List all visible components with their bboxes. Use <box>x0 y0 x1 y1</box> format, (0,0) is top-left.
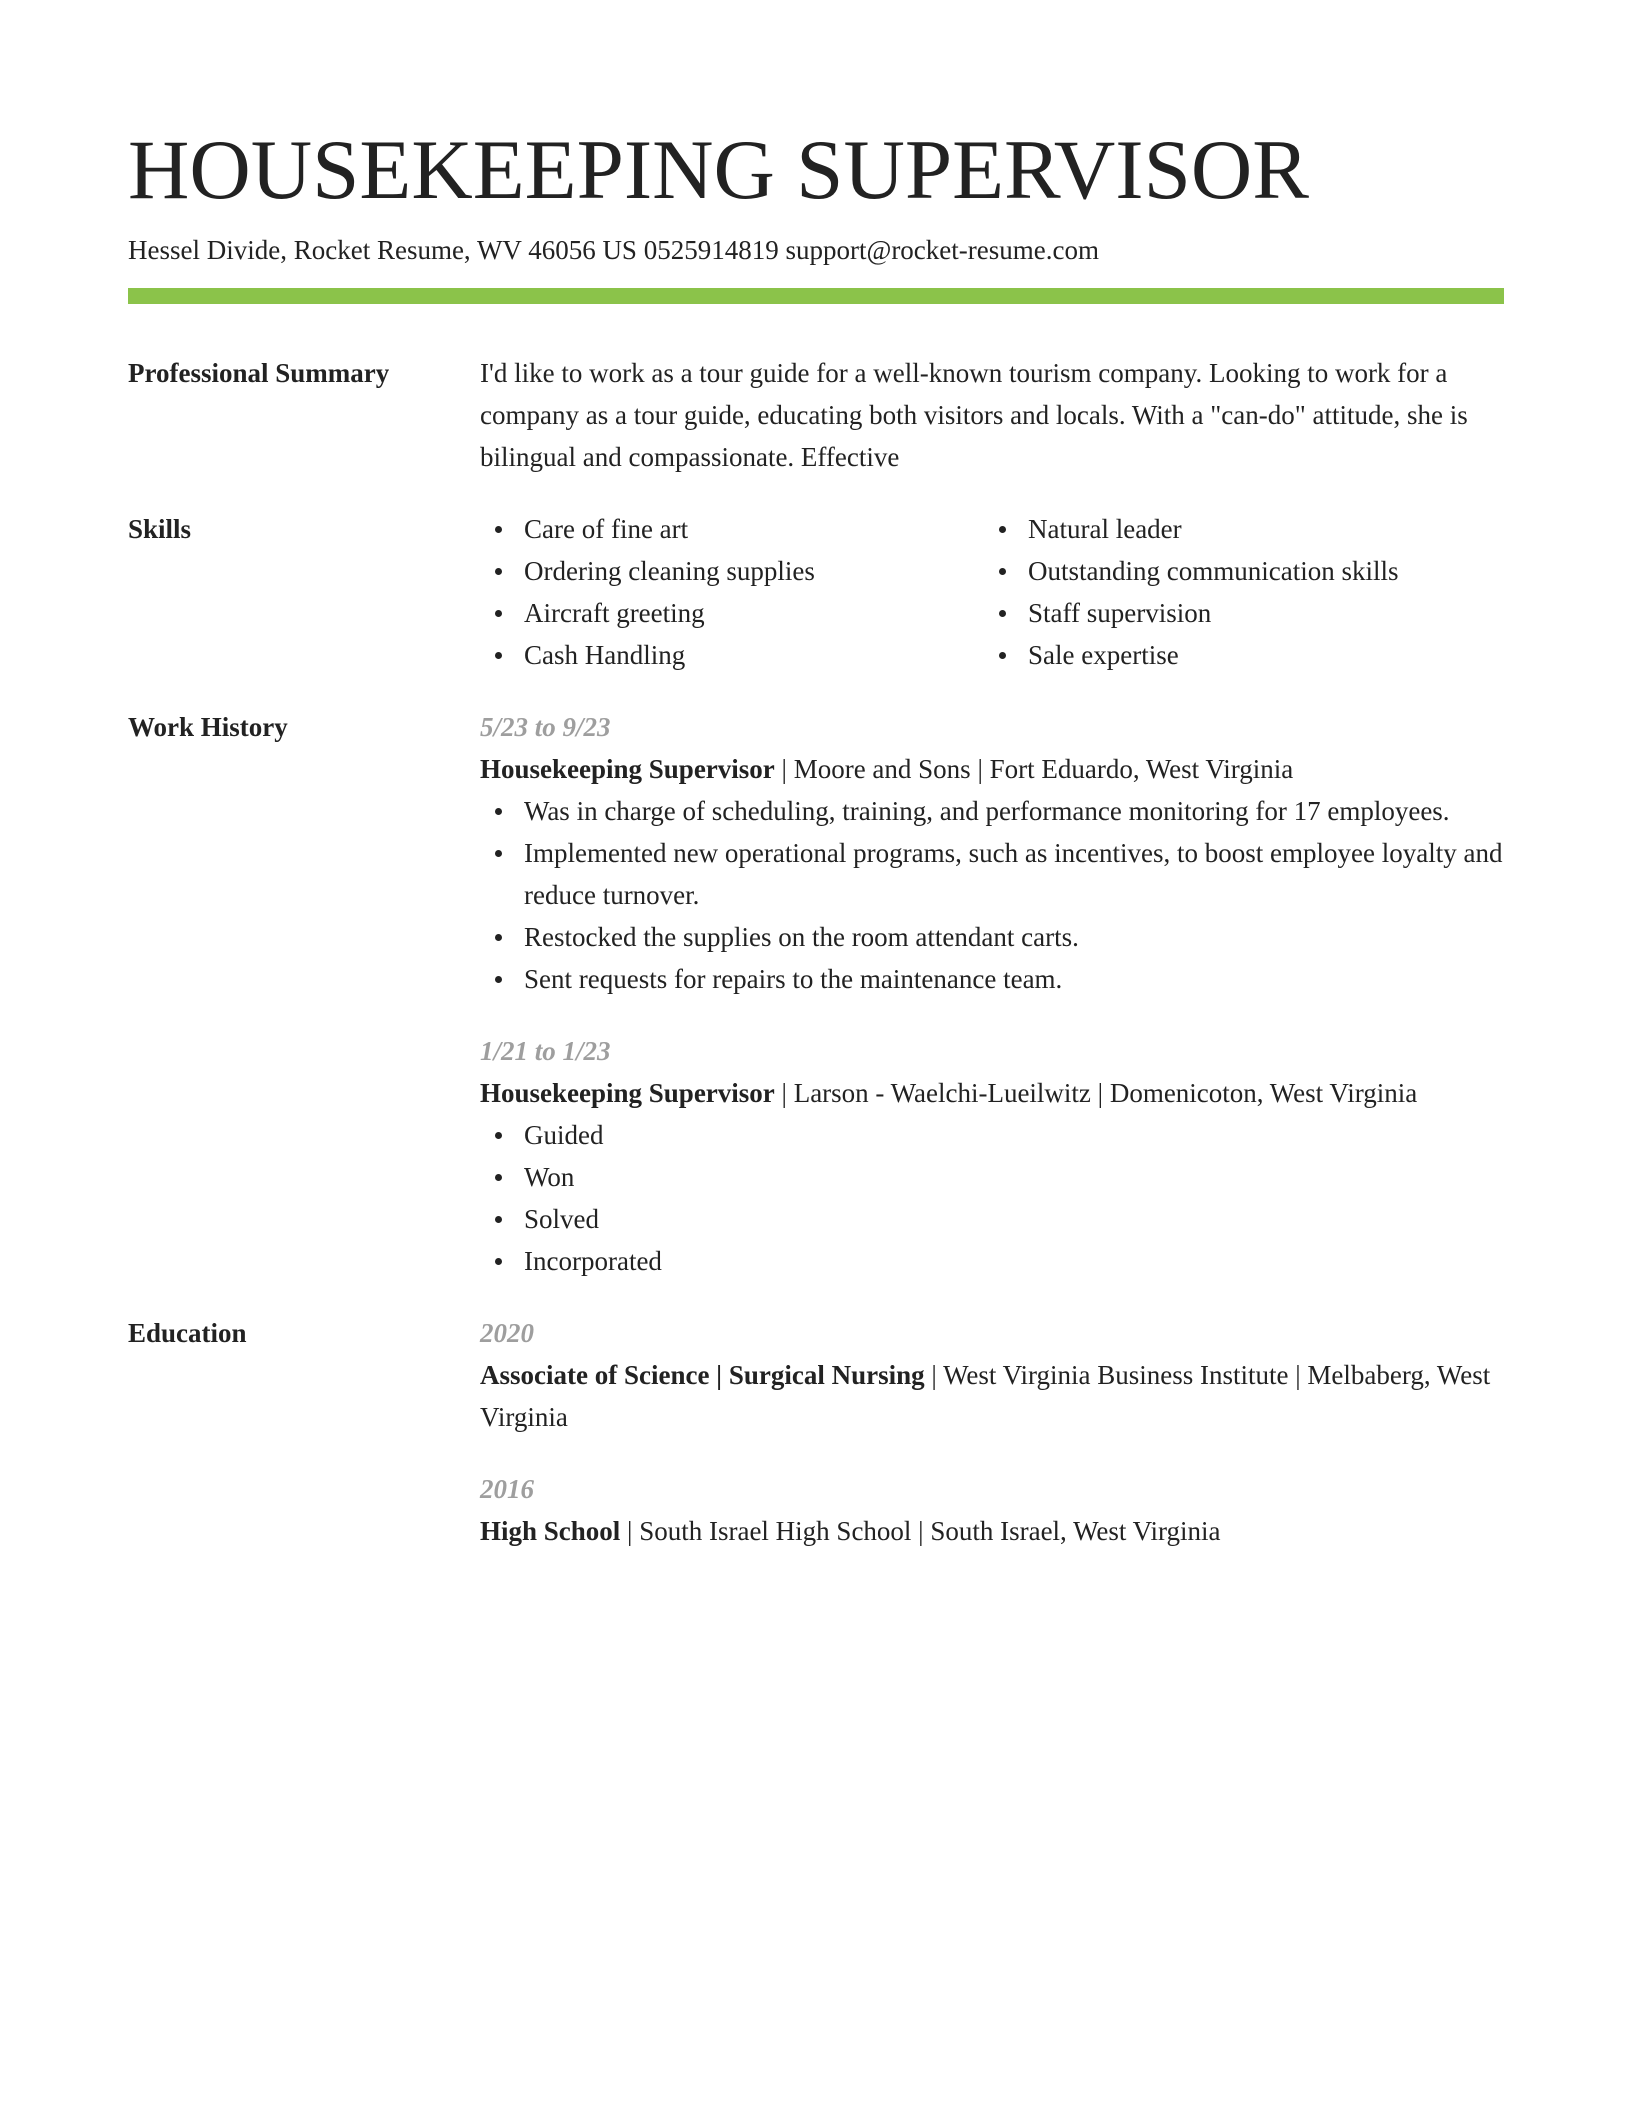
school-details: | West Virginia Business Institute | Melbaberg, West Virginia <box>480 1360 1491 1432</box>
entry-date: 2020 <box>480 1318 534 1348</box>
skill-item: Staff supervision <box>984 592 1488 634</box>
degree-title: High School <box>480 1516 621 1546</box>
work-entry <box>480 1030 1504 1282</box>
skills-body <box>480 508 1504 676</box>
job-bullet: Was in charge of scheduling, training, and performance monitoring for 17 employees. <box>480 790 1504 832</box>
skill-item: Outstanding communication skills <box>984 550 1488 592</box>
job-details: | Larson - Waelchi-Lueilwitz | Domenicoton, West Virginia <box>774 1078 1418 1108</box>
accent-divider <box>128 288 1504 304</box>
skill-item: Natural leader <box>984 508 1488 550</box>
job-bullets <box>480 790 1504 1000</box>
work-history-body <box>480 706 1504 1282</box>
skill-item: Sale expertise <box>984 634 1488 676</box>
education-body <box>480 1312 1504 1552</box>
job-bullet: Implemented new operational programs, such as incentives, to boost employee loyalty and reduce turnover. <box>480 832 1504 916</box>
school-details: | South Israel High School | South Israel, West Virginia <box>620 1516 1221 1546</box>
education-entry <box>480 1468 1504 1552</box>
job-title: Housekeeping Supervisor <box>480 1078 775 1108</box>
skill-item: Care of fine art <box>480 508 984 550</box>
skills-grid <box>480 508 1504 676</box>
job-title: Housekeeping Supervisor <box>480 754 775 784</box>
entry-heading <box>480 748 1504 790</box>
education-entry <box>480 1312 1504 1438</box>
section-label-skills: Skills <box>128 514 192 544</box>
section-label-work-history: Work History <box>128 712 288 742</box>
skills-section <box>128 508 1504 676</box>
work-history-section <box>128 706 1504 1282</box>
skill-item: Ordering cleaning supplies <box>480 550 984 592</box>
job-bullet: Sent requests for repairs to the maintenance team. <box>480 958 1504 1000</box>
job-bullets <box>480 1114 1504 1282</box>
entry-date: 2016 <box>480 1474 534 1504</box>
section-label-summary: Professional Summary <box>128 358 390 388</box>
work-entry <box>480 706 1504 1000</box>
skills-column-2 <box>984 508 1488 676</box>
job-bullet: Guided <box>480 1114 1504 1156</box>
entry-heading <box>480 1072 1504 1114</box>
professional-summary-section <box>128 352 1504 478</box>
job-bullet: Solved <box>480 1198 1504 1240</box>
job-details: | Moore and Sons | Fort Eduardo, West Virginia <box>774 754 1294 784</box>
contact-line: Hessel Divide, Rocket Resume, WV 46056 US 0525914819 support@rocket-resume.com <box>128 235 1099 265</box>
skill-item: Aircraft greeting <box>480 592 984 634</box>
skill-item: Cash Handling <box>480 634 984 676</box>
education-section <box>128 1312 1504 1552</box>
job-bullet: Incorporated <box>480 1240 1504 1282</box>
skills-column-1 <box>480 508 984 676</box>
resume-name-heading: HOUSEKEEPING SUPERVISOR <box>128 123 1309 217</box>
resume-page <box>128 120 1504 1552</box>
entry-date: 5/23 to 9/23 <box>480 712 611 742</box>
section-label-education: Education <box>128 1318 247 1348</box>
entry-heading <box>480 1510 1504 1552</box>
job-bullet: Restocked the supplies on the room attendant carts. <box>480 916 1504 958</box>
entry-date: 1/21 to 1/23 <box>480 1036 611 1066</box>
entry-heading <box>480 1354 1504 1438</box>
job-bullet: Won <box>480 1156 1504 1198</box>
degree-title: Associate of Science | Surgical Nursing <box>480 1360 925 1390</box>
summary-text: I'd like to work as a tour guide for a well-known tourism company. Looking to work for a company as a tour guide, educating both visitors and locals. With a "can-do" attitude, she is bilingual and compassionate. Effective <box>480 358 1468 472</box>
